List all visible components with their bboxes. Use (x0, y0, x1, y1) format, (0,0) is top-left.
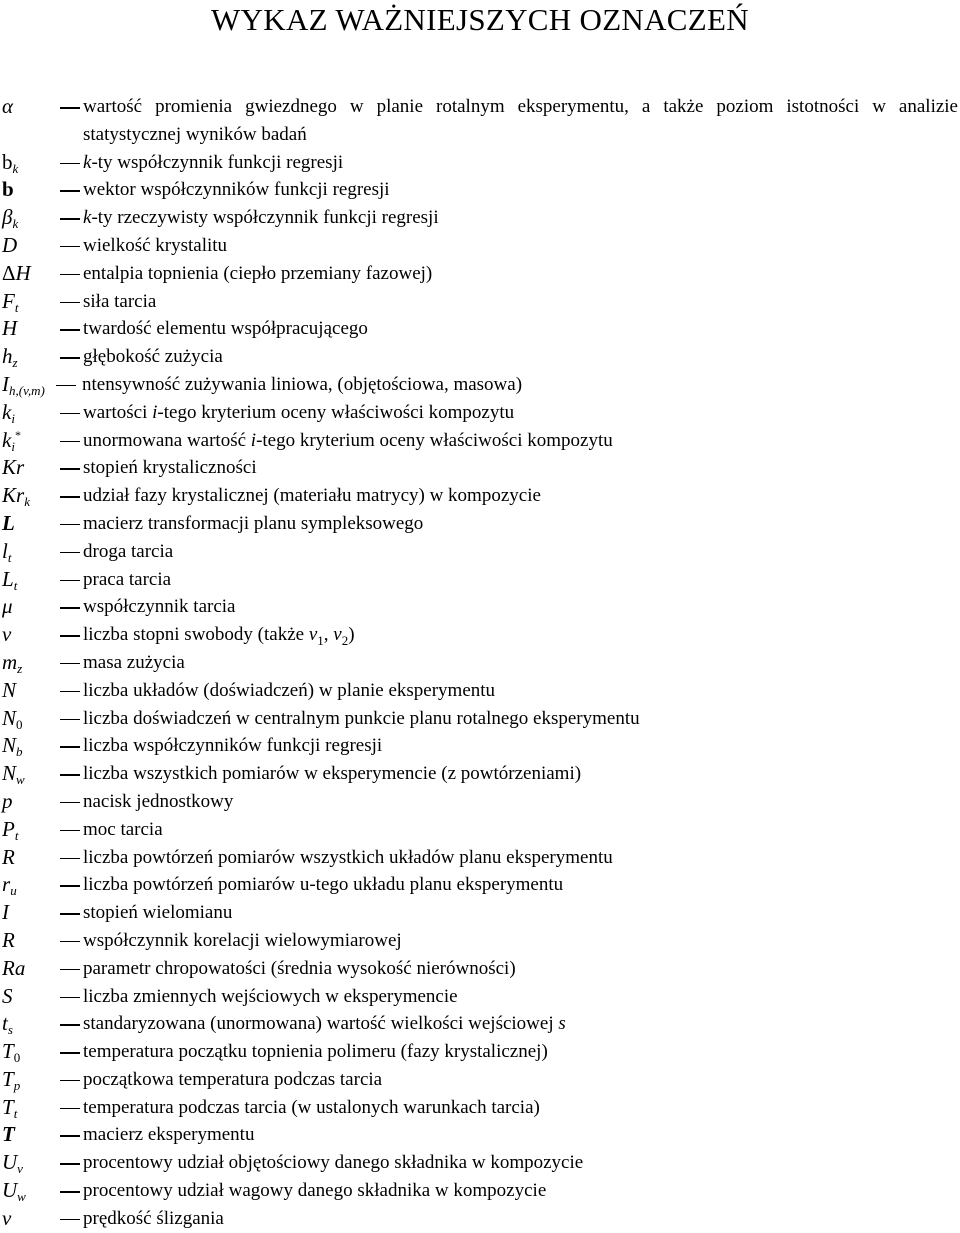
dash (60, 1219, 80, 1221)
description: liczba wszystkich pomiarów w eksperymencie (z powtórzeniami) (83, 763, 582, 785)
symbol: L (2, 510, 15, 535)
dash (56, 385, 76, 387)
symbol: $\beta_k$ (2, 205, 19, 232)
list-item (2, 844, 958, 872)
symbol: μ (2, 594, 13, 619)
symbol: b (2, 177, 14, 202)
list-item (2, 399, 958, 427)
symbol: $N_0$ (2, 705, 23, 732)
list-item (2, 983, 958, 1011)
description: parametr chropowatości (średnia wysokość nierówności) (83, 957, 516, 979)
description: macierz eksperymentu (83, 1124, 255, 1146)
description: temperatura początku topnienia polimeru (fazy krystalicznej) (83, 1041, 548, 1063)
dash (60, 190, 80, 192)
dash (60, 774, 80, 776)
description: wartość promienia gwiezdnego w planie rotalnym eksperymentu, a także poziom istotności w analizie statystycznej wyników badań (83, 96, 958, 145)
description: k-ty rzeczywisty współczynnik funkcji regresji (83, 207, 439, 229)
description: nacisk jednostkowy (83, 790, 234, 812)
list-item (2, 427, 958, 455)
dash (60, 635, 80, 637)
dash (60, 997, 80, 999)
symbol: R (2, 844, 15, 869)
list-item (2, 149, 958, 177)
dash (60, 719, 80, 721)
list-item (2, 288, 958, 316)
symbol: $N_b$ (2, 733, 23, 760)
dash (60, 246, 80, 248)
list-item (2, 204, 958, 232)
dash (60, 329, 80, 331)
symbol: T (2, 1122, 15, 1147)
list-item (2, 788, 958, 816)
list-item (2, 816, 958, 844)
dash (60, 441, 80, 443)
symbol: R (2, 927, 15, 952)
dash (60, 885, 80, 887)
symbol: $k_i^*$ (2, 427, 21, 454)
list-item (2, 955, 958, 983)
description: twardość elementu współpracującego (83, 318, 368, 340)
dash (60, 1135, 80, 1137)
list-item (2, 1149, 958, 1177)
symbol: $U_v$ (2, 1150, 23, 1177)
description: wartości i-tego kryterium oceny właściwości kompozytu (83, 401, 515, 423)
symbol: $F_t$ (2, 288, 19, 315)
description: liczba powtórzeń pomiarów u-tego układu planu eksperymentu (83, 874, 564, 896)
list-item (2, 176, 958, 204)
symbol: $k_i$ (2, 399, 15, 426)
symbol: $b_k$ (2, 149, 19, 176)
description: głębokość zużycia (83, 346, 223, 368)
list-item (2, 899, 958, 927)
list-item (2, 732, 958, 760)
list-item (2, 343, 958, 371)
description: stopień krystaliczności (83, 457, 257, 479)
list-item (2, 510, 958, 538)
dash (60, 580, 80, 582)
symbol: $P_t$ (2, 816, 19, 843)
description: liczba układów (doświadczeń) w planie eksperymentu (83, 679, 496, 701)
symbol: v (2, 1205, 12, 1230)
list-item (2, 621, 958, 649)
list-item (2, 538, 958, 566)
dash (60, 830, 80, 832)
list-item (2, 482, 958, 510)
dash (60, 468, 80, 470)
symbol: $I_{h,(v,m)}$ (2, 371, 45, 398)
symbol: $Kr_k$ (2, 483, 30, 510)
dash (60, 1080, 80, 1082)
dash (60, 607, 80, 609)
symbol-list (2, 93, 958, 1233)
description: masa zużycia (83, 651, 185, 673)
description: standaryzowana (unormowana) wartość wielkości wejściowej s (83, 1013, 566, 1035)
symbol: N (2, 677, 17, 702)
dash (60, 302, 80, 304)
description: liczba stopni swobody (także $\nu_1$, $\nu_2$) (83, 624, 355, 648)
symbol: Kr (2, 455, 25, 480)
symbol: $L_t$ (2, 566, 18, 593)
description: moc tarcia (83, 818, 163, 840)
description: siła tarcia (83, 290, 157, 312)
list-item (2, 1066, 958, 1094)
dash (60, 1024, 80, 1026)
list-item (2, 927, 958, 955)
dash (60, 941, 80, 943)
description: k-ty współczynnik funkcji regresji (83, 151, 344, 173)
dash (60, 552, 80, 554)
list-item (2, 760, 958, 788)
dash (60, 524, 80, 526)
description: ntensywność zużywania liniowa, (objętościowa, masowa) (82, 373, 523, 395)
symbol: $U_w$ (2, 1178, 26, 1205)
dash (60, 218, 80, 220)
symbol: $h_z$ (2, 344, 18, 371)
page-title: WYKAZ WAŻNIEJSZYCH OZNACZEŃ (211, 2, 749, 37)
description: liczba zmiennych wejściowych w eksperymencie (83, 985, 458, 1007)
dash (60, 107, 80, 109)
description: temperatura podczas tarcia (w ustalonych warunkach tarcia) (83, 1096, 540, 1118)
dash (60, 746, 80, 748)
list-item (2, 454, 958, 482)
description: liczba powtórzeń pomiarów wszystkich układów planu eksperymentu (83, 846, 613, 868)
list-item (2, 593, 958, 621)
symbol: ΔH (2, 260, 31, 285)
description: praca tarcia (83, 568, 172, 590)
list-item (2, 93, 958, 149)
description: wektor współczynników funkcji regresji (83, 179, 390, 201)
list-item (2, 1205, 958, 1233)
dash (60, 1191, 80, 1193)
description: udział fazy krystalicznej (materiału matrycy) w kompozycie (83, 485, 541, 507)
description: droga tarcia (83, 540, 174, 562)
symbol: S (2, 983, 13, 1008)
symbol: Ra (2, 955, 26, 980)
list-item (2, 371, 958, 399)
symbol: $m_z$ (2, 649, 23, 676)
list-item (2, 705, 958, 733)
list-item (2, 1177, 958, 1205)
description: liczba doświadczeń w centralnym punkcie planu rotalnego eksperymentu (83, 707, 640, 729)
dash (60, 1052, 80, 1054)
dash (60, 413, 80, 415)
list-item (2, 677, 958, 705)
dash (60, 163, 80, 165)
description: stopień wielomianu (83, 902, 233, 924)
symbol: α (2, 94, 14, 118)
symbol: ν (2, 622, 12, 647)
symbol: $r_u$ (2, 872, 17, 899)
list-item (2, 1010, 958, 1038)
symbol: $T_p$ (2, 1066, 21, 1093)
dash (60, 496, 80, 498)
symbol: I (2, 900, 9, 925)
description: entalpia topnienia (ciepło przemiany fazowej) (83, 262, 433, 284)
dash (60, 274, 80, 276)
description: procentowy udział wagowy danego składnika w kompozycie (83, 1180, 547, 1202)
list-item (2, 315, 958, 343)
list-item (2, 1121, 958, 1149)
list-item (2, 260, 958, 288)
symbol: $T_0$ (2, 1039, 21, 1066)
symbol: p (2, 788, 13, 813)
description: początkowa temperatura podczas tarcia (83, 1068, 383, 1090)
list-item (2, 232, 958, 260)
dash (60, 802, 80, 804)
list-item (2, 649, 958, 677)
description: wielkość krystalitu (83, 234, 228, 256)
symbol: $N_w$ (2, 761, 25, 788)
dash (60, 913, 80, 915)
list-item (2, 1094, 958, 1122)
symbol: $T_t$ (2, 1094, 18, 1121)
symbol: H (2, 316, 18, 341)
dash (60, 691, 80, 693)
dash (60, 357, 80, 359)
list-item (2, 566, 958, 594)
list-item (2, 871, 958, 899)
description: macierz transformacji planu sympleksowego (83, 512, 424, 534)
dash (60, 1163, 80, 1165)
description: unormowana wartość i-tego kryterium oceny właściwości kompozytu (83, 429, 613, 451)
symbol: $t_s$ (2, 1011, 13, 1038)
symbol: $l_t$ (2, 538, 12, 565)
description: procentowy udział objętościowy danego składnika w kompozycie (83, 1152, 584, 1174)
description: współczynnik tarcia (83, 596, 236, 618)
description: współczynnik korelacji wielowymiarowej (83, 929, 402, 951)
dash (60, 1108, 80, 1110)
dash (60, 663, 80, 665)
symbol: D (2, 232, 18, 257)
list-item (2, 1038, 958, 1066)
dash (60, 858, 80, 860)
description: liczba współczynników funkcji regresji (83, 735, 383, 757)
dash (60, 969, 80, 971)
description: prędkość ślizgania (83, 1207, 224, 1229)
